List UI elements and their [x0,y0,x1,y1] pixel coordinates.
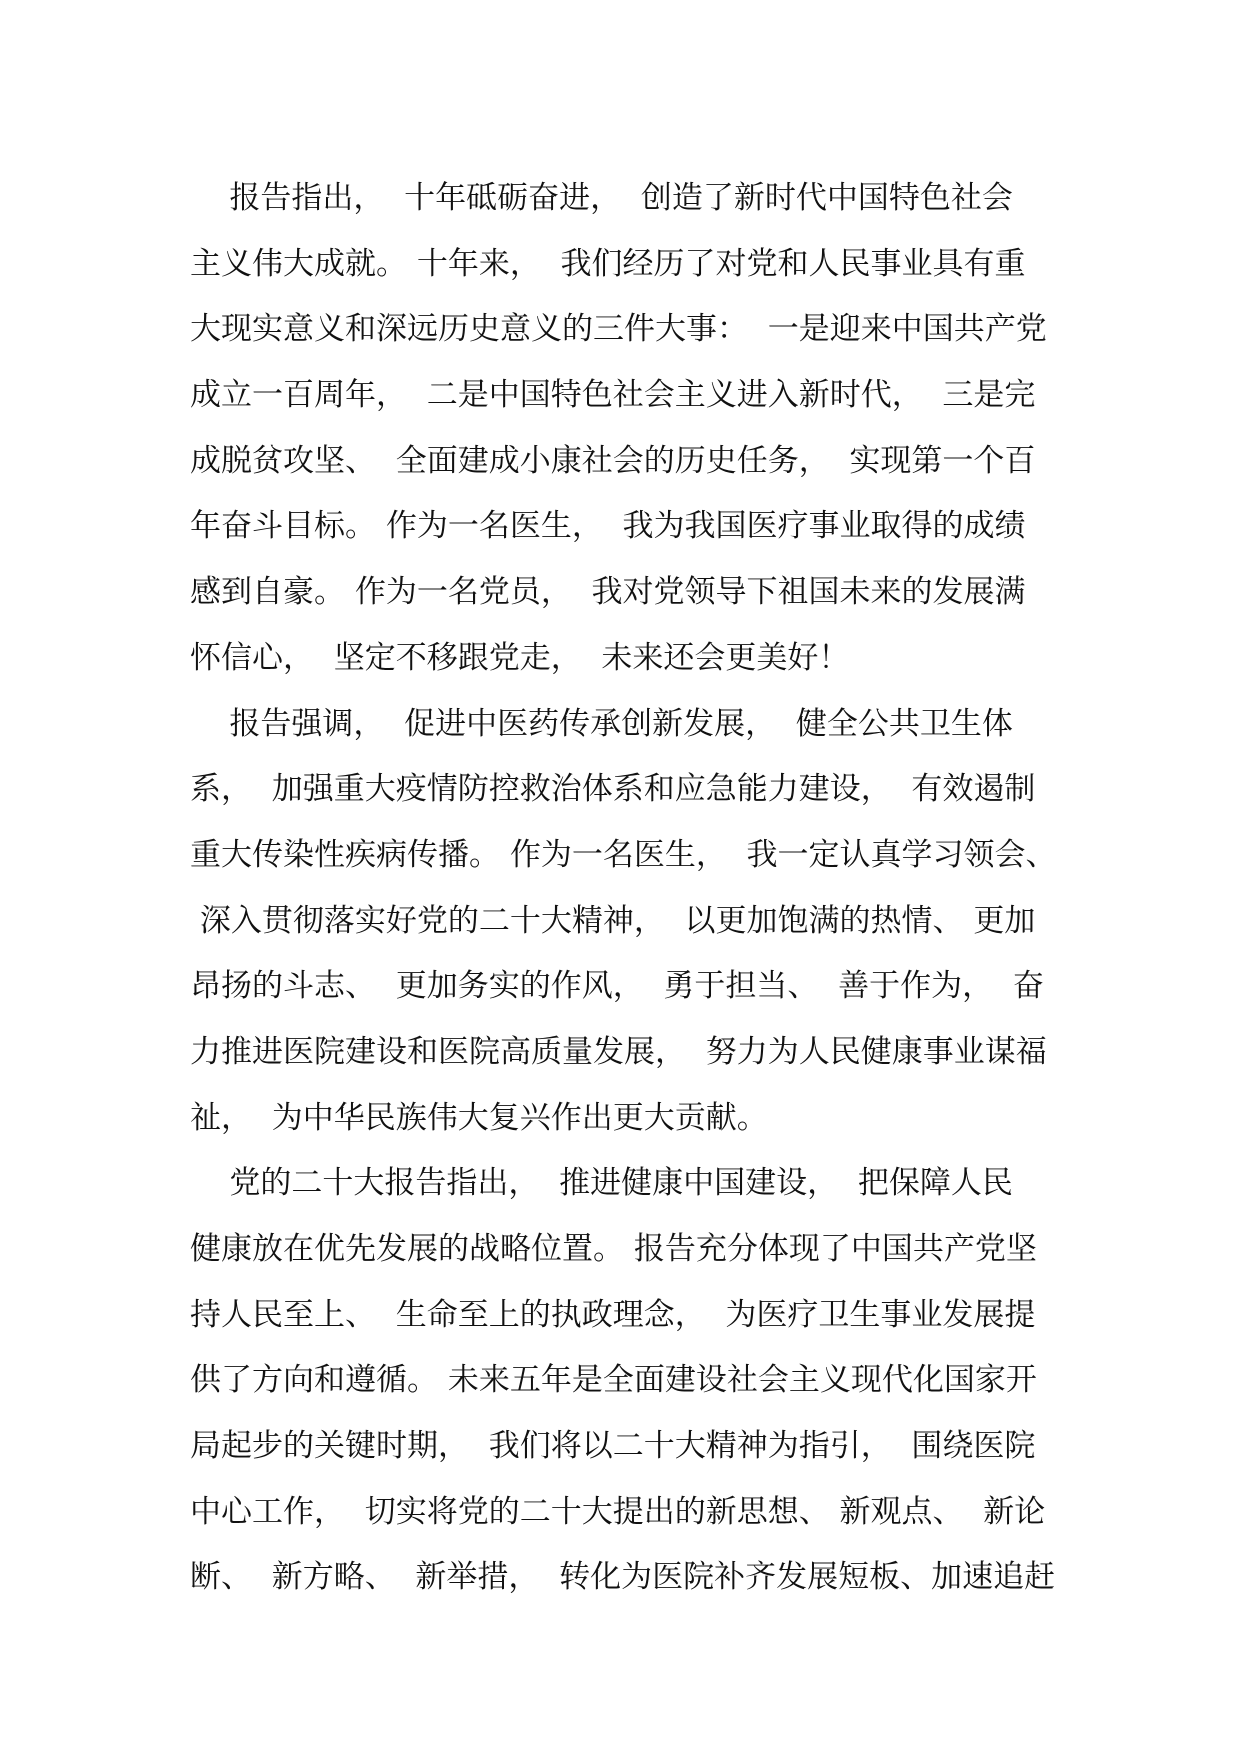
text-line: 祉， 为中华民族伟大复兴作出更大贡献。 [190,1099,768,1136]
body-text [190,166,1070,1611]
text-line: 局起步的关键时期， 我们将以二十大精神为指引， 围绕医院 [190,1428,1036,1465]
text-line: 报告指出， 十年砥砺奋进， 创造了新时代中国特色社会 [190,180,1013,216]
text-line: 重大传染性疾病传播。 作为一名医生， 我一定认真学习领会、 [190,836,1057,873]
text-line: 成脱贫攻坚、 全面建成小康社会的历史任务， 实现第一个百 [190,442,1036,479]
text-line: 年奋斗目标。 作为一名医生， 我为我国医疗事业取得的成绩 [190,508,1026,545]
text-line: 党的二十大报告指出， 推进健康中国建设， 把保障人民 [190,1165,1013,1202]
text-line: 怀信心， 坚定不移跟党走， 未来还会更美好！ [190,639,850,676]
text-line: 报告强调， 促进中医药传承创新发展， 健全公共卫生体 [190,705,1013,742]
text-line: 持人民至上、 生命至上的执政理念， 为医疗卫生事业发展提 [190,1296,1036,1333]
text-line: 成立一百周年， 二是中国特色社会主义进入新时代， 三是完 [190,377,1036,414]
text-line: 健康放在优先发展的战略位置。 报告充分体现了中国共产党坚 [190,1231,1037,1267]
text-line: 断、 新方略、 新举措， 转化为医院补齐发展短板、加速追赶 [190,1559,1056,1596]
text-line: 系， 加强重大疫情防控救治体系和应急能力建设， 有效遏制 [190,771,1036,808]
text-line: 中心工作， 切实将党的二十大提出的新思想、 新观点、 新论 [190,1493,1046,1530]
text-line: 昂扬的斗志、 更加务实的作风， 勇于担当、 善于作为， 奋 [190,968,1044,1005]
text-line: 深入贯彻落实好党的二十大精神， 以更加饱满的热情、 更加 [190,902,1036,939]
text-line: 大现实意义和深远历史意义的三件大事： 一是迎来中国共产党 [190,311,1047,348]
text-line: 力推进医院建设和医院高质量发展， 努力为人民健康事业谋福 [190,1033,1047,1070]
text-line: 主义伟大成就。 十年来， 我们经历了对党和人民事业具有重 [190,245,1026,282]
text-line: 供了方向和遵循。 未来五年是全面建设社会主义现代化国家开 [190,1362,1037,1399]
text-line: 感到自豪。 作为一名党员， 我对党领导下祖国未来的发展满 [190,574,1026,611]
